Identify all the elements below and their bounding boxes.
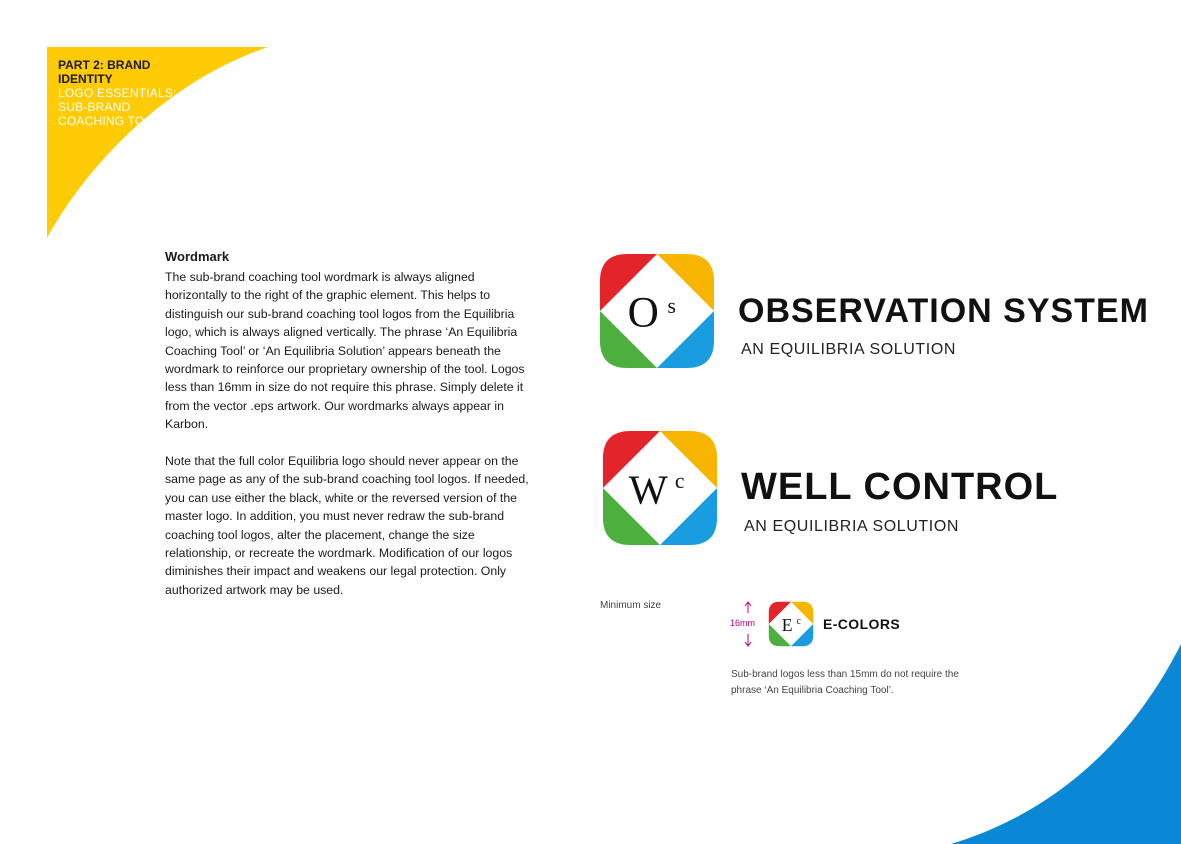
logo-letter: E bbox=[781, 614, 793, 635]
minimum-size-label: Minimum size bbox=[600, 600, 662, 611]
minimum-size-note: Sub-brand logos less than 15mm do not require the phrase ‘An Equilibria Coaching Tool’. bbox=[731, 669, 959, 696]
paragraph: Note that the full color Equilibria logo should never appear on the same page as any of the sub-brand coaching tool logos. If needed, you can use either the black, white or the reversed version of the master logo. In addition, you must never redraw the sub-brand coaching tool logos, alter the placement, change the size relationship, or recreate the wordmark. Modification of our logos diminishes their impact and weakens our legal protection. Only authorized artwork may be used. bbox=[165, 454, 529, 597]
section-label bbox=[58, 58, 198, 128]
e-colors-logo bbox=[768, 601, 814, 647]
paragraph: The sub-brand coaching tool wordmark is always aligned horizontally to the right of the graphic element. This helps to distinguish our sub-brand coaching tool logos from the Equilibria logo, which is always aligned vertically. The phrase ‘An Equilibria Coaching Tool’ or ‘An Equilibria Solution’ appears beneath the wordmark to reinforce our proprietary ownership of the tool. Logos less than 16mm in size do not require this phrase. Simply delete it from the vector .eps artwork. Our wordmarks always appear in Karbon. bbox=[165, 270, 525, 432]
logo-superscript: s bbox=[667, 293, 676, 318]
logo-superscript: c bbox=[796, 616, 801, 627]
observation-system-logo bbox=[598, 252, 716, 370]
logo-letter: W bbox=[628, 466, 668, 513]
e-colors-wordmark: E-COLORS bbox=[823, 616, 901, 632]
well-control-logo bbox=[601, 429, 719, 547]
section-topic: LOGO ESSENTIALS: SUB-BRAND COACHING TOOLS bbox=[58, 86, 177, 128]
logo-superscript: c bbox=[674, 469, 685, 493]
logo-wordmark: WELL CONTROL bbox=[741, 466, 1059, 508]
logo-tagline: AN EQUILIBRIA SOLUTION bbox=[741, 341, 957, 358]
section-part: PART 2: BRAND IDENTITY bbox=[58, 58, 151, 86]
body-text bbox=[165, 268, 530, 618]
logo-wordmark: OBSERVATION SYSTEM bbox=[738, 292, 1149, 330]
page-heading: Wordmark bbox=[165, 249, 230, 264]
logo-letter: O bbox=[627, 288, 659, 337]
dimension-label: 16mm bbox=[730, 618, 756, 628]
logo-tagline: AN EQUILIBRIA SOLUTION bbox=[744, 518, 960, 535]
